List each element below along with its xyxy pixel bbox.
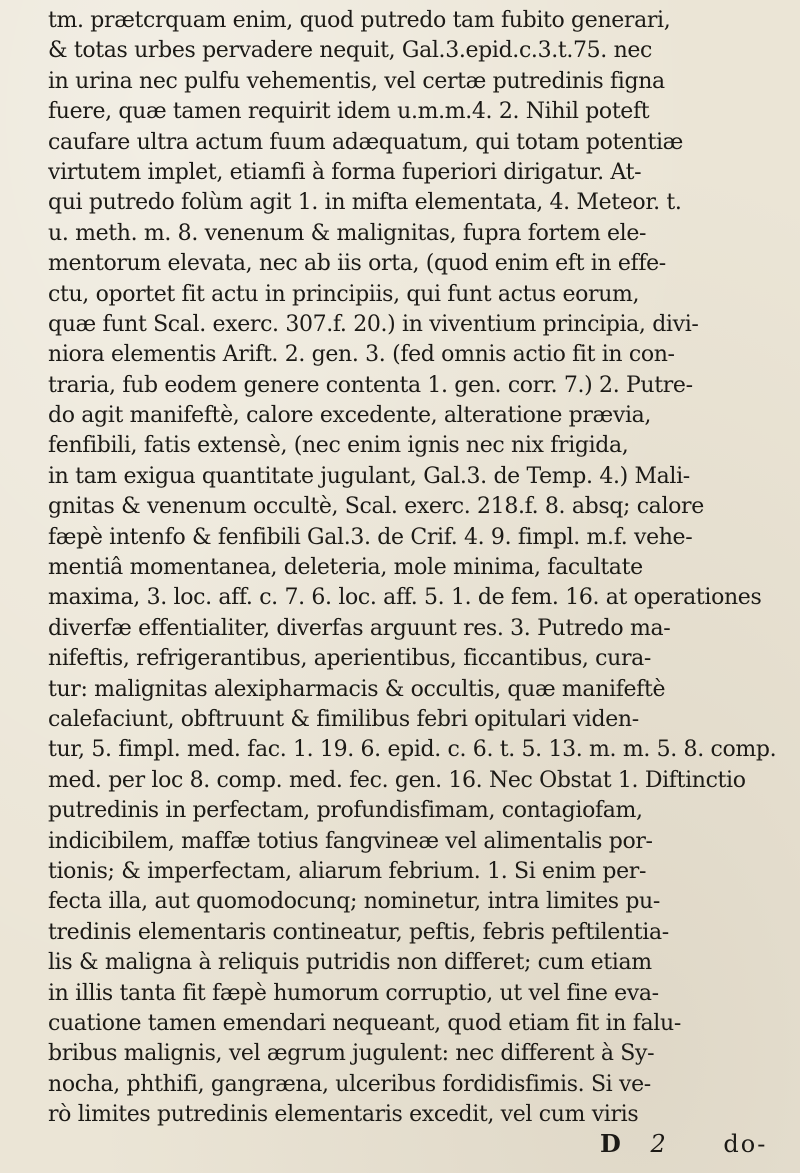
page-footer	[600, 1124, 767, 1164]
text-line: fuere, quæ tamen requirit idem u.m.m.4. 2. Nihil poteft	[48, 99, 650, 125]
text-line: lis & maligna à reliquis putridis non differet; cum etiam	[48, 950, 652, 976]
text-line: fæpè intenfo & fenfibili Gal.3. de Crif. 4. 9. fimpl. m.f. vehe-	[48, 524, 693, 550]
text-line: bribus malignis, vel ægrum jugulent: nec different à Sy-	[48, 1041, 655, 1067]
text-line: calefaciunt, obftruunt & fimilibus febri opitulari viden-	[48, 706, 639, 732]
text-line: rò limites putredinis elementaris excedit, vel cum viris	[48, 1102, 639, 1128]
text-line: maxima, 3. loc. aff. c. 7. 6. loc. aff. 5. 1. de fem. 16. at operationes	[48, 585, 762, 611]
text-line: indicibilem, maffæ totius fangvineæ vel alimentalis por-	[48, 828, 653, 854]
text-line: qui putredo folùm agit 1. in mifta elementata, 4. Meteor. t.	[48, 190, 682, 216]
text-line: do agit manifeftè, calore excedente, alteratione prævia,	[48, 403, 652, 429]
text-line: ctu, oportet fit actu in principiis, qui funt actus eorum,	[48, 281, 640, 307]
signature-number: 2	[650, 1130, 668, 1158]
text-line: in illis tanta fit fæpè humorum corruptio, ut vel fine eva-	[48, 980, 659, 1006]
text-line: tredinis elementaris contineatur, peftis, febris peftilentia-	[48, 919, 669, 945]
text-line: tur, 5. fimpl. med. fac. 1. 19. 6. epid. c. 6. t. 5. 13. m. m. 5. 8. comp.	[48, 737, 776, 763]
text-line: cuatione tamen emendari nequeant, quod etiam fit in falu-	[48, 1010, 681, 1036]
text-line: putredinis in perfectam, profundisfimam, contagiofam,	[48, 798, 643, 824]
text-line: diverfæ effentialiter, diverfas arguunt res. 3. Putredo ma-	[48, 615, 671, 641]
text-line: quæ funt Scal. exerc. 307.f. 20.) in viventium principia, divi-	[48, 311, 699, 337]
text-line: caufare ultra actum fuum adæquatum, qui totam potentiæ	[48, 129, 683, 155]
text-line: med. per loc 8. comp. med. fec. gen. 16. Nec Obstat 1. Diftinctio	[48, 767, 746, 793]
text-line: nifeftis, refrigerantibus, aperientibus, ficcantibus, cura-	[48, 646, 651, 672]
catchword: do-	[723, 1130, 768, 1158]
text-line: virtutem implet, etiamfi à forma fuperiori dirigatur. At-	[48, 159, 642, 185]
text-line: tionis; & imperfectam, aliarum febrium. 1. Si enim per-	[48, 858, 647, 884]
text-line: mentorum elevata, nec ab iis orta, (quod enim eft in effe-	[48, 251, 666, 277]
text-line: in tam exigua quantitate jugulant, Gal.3. de Temp. 4.) Mali-	[48, 463, 690, 489]
text-line: fecta illa, aut quomodocunq; nominetur, intra limites pu-	[48, 889, 660, 915]
text-line: fenfibili, fatis extensè, (nec enim ignis nec nix frigida,	[48, 433, 629, 459]
body-text	[48, 6, 776, 1130]
text-line: tm. prætcrquam enim, quod putredo tam fubito generari,	[48, 8, 671, 33]
text-line: gnitas & venenum occultè, Scal. exerc. 218.f. 8. absq; calore	[48, 494, 704, 520]
text-line: u. meth. m. 8. venenum & malignitas, fupra fortem ele-	[48, 220, 647, 246]
text-line: mentiâ momentanea, deleteria, mole minima, facultate	[48, 555, 643, 581]
signature-mark: D	[600, 1129, 623, 1158]
text-line: nocha, phthifi, gangræna, ulceribus fordidisfimis. Si ve-	[48, 1071, 651, 1097]
text-line: traria, fub eodem genere contenta 1. gen. corr. 7.) 2. Putre-	[48, 372, 693, 398]
text-line: in urina nec pulfu vehementis, vel certæ putredinis figna	[48, 68, 665, 94]
text-line: tur: malignitas alexipharmacis & occultis, quæ manifeftè	[48, 676, 666, 702]
text-line: niora elementis Arift. 2. gen. 3. (fed omnis actio fit in con-	[48, 342, 675, 368]
text-line: & totas urbes pervadere nequit, Gal.3.epid.c.3.t.75. nec	[48, 38, 653, 64]
